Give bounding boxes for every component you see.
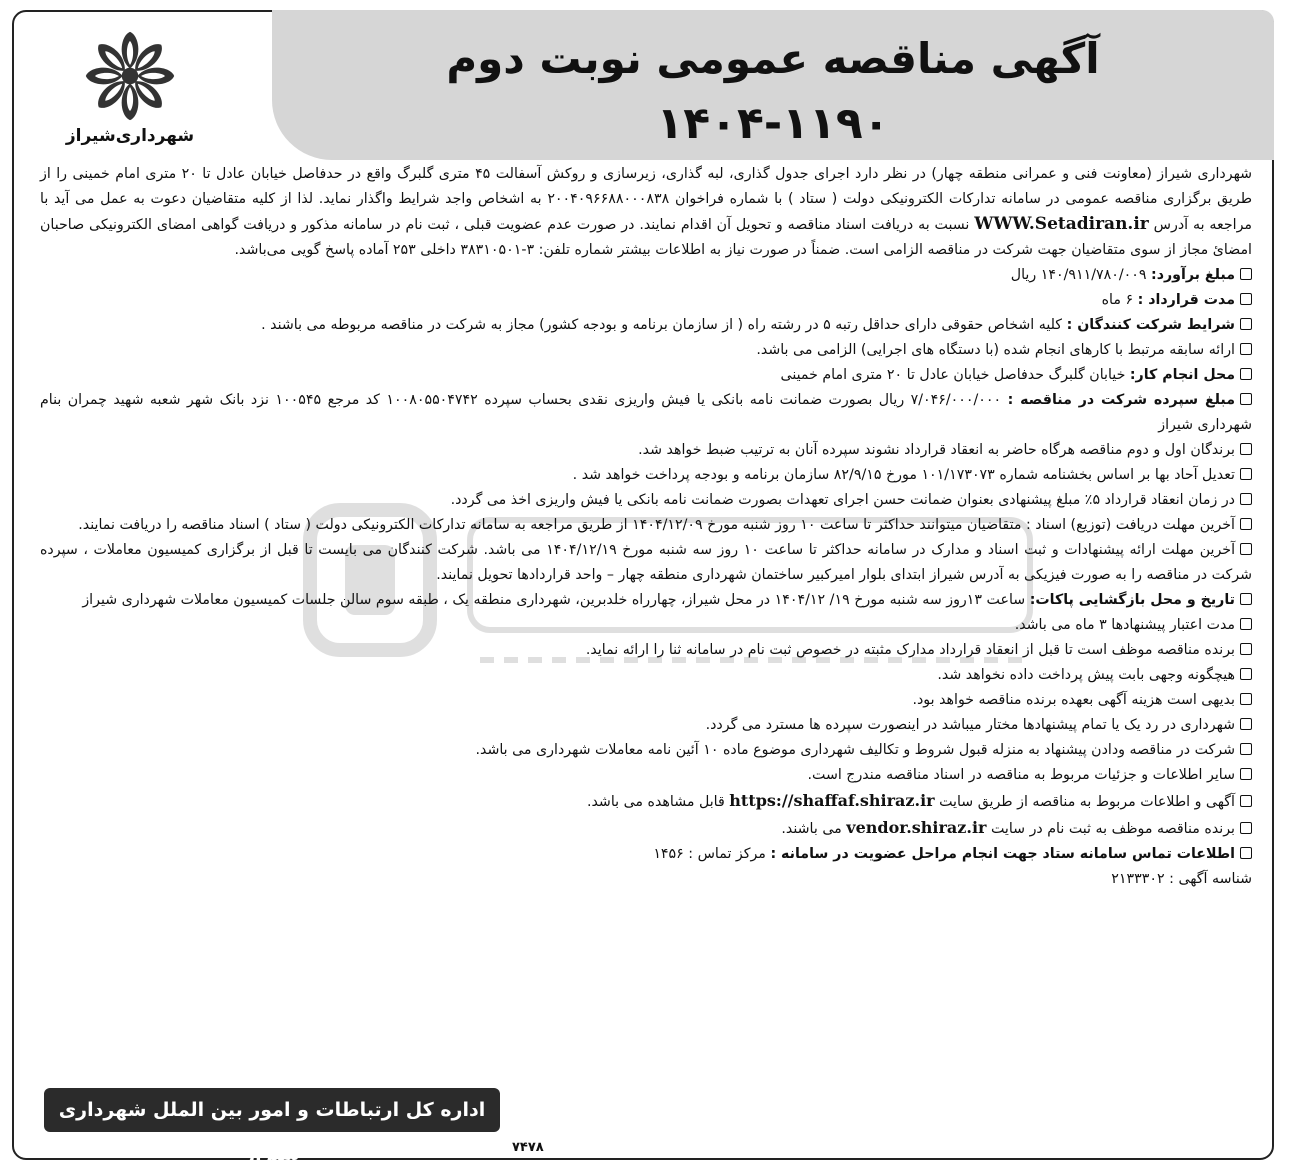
setadiran-link[interactable]: WWW.Setadiran.ir — [974, 214, 1149, 234]
reject-text: شهرداری در رد یک یا تمام پیشنهادها مختار میباشد در اینصورت سپرده ها مسترد می گردد. — [705, 717, 1235, 733]
checkbox-icon — [1240, 393, 1252, 405]
receive-deadline-item — [40, 513, 1252, 538]
shaffaf-link[interactable]: https://shaffaf.shiraz.ir — [729, 791, 935, 810]
checkbox-icon — [1240, 618, 1252, 630]
checkbox-icon — [1240, 468, 1252, 480]
prepay-text: هیچگونه وجهی بابت پیش پرداخت داده نخواهد شد. — [937, 667, 1235, 683]
validity-item — [40, 613, 1252, 638]
checkbox-icon — [1240, 518, 1252, 530]
conditions-label: شرایط شرکت کنندگان : — [1066, 317, 1235, 333]
location-label: محل انجام کار: — [1129, 367, 1235, 383]
page-number: ۷۴۷۸ — [512, 1140, 544, 1155]
checkbox-icon — [1240, 543, 1252, 555]
validity-text: مدت اعتبار پیشنهادها ۳ ماه می باشد. — [1014, 617, 1235, 633]
shaffaf-pre: آگهی و اطلاعات مربوط به مناقصه از طریق سایت — [939, 794, 1235, 810]
price-adjust-text: تعدیل آحاد بها بر اساس بخشنامه شماره ۱۰۱/۱۷۳۰۷۳ مورخ ۸۲/۹/۱۵ سازمان برنامه و بودجه پرداخت خواهد شد . — [572, 467, 1235, 483]
intro-text: شهرداری شیراز (معاونت فنی و عمرانی منطقه چهار) در نظر دارد اجرای جدول گذاری، لبه گذاری، زیرسازی و روکش آسفالت ۴۵ متری گلبرگ واقع در حدفاصل خیابان عادل تا ۲۰ متری امام خمینی را از طریق برگزاری مناقصه عمومی در سامانه تدارکات الکترونیکی دولت ( ستاد ) با شماره فراخوان ۲۰۰۴۰۹۶۶۸۸۰۰۰۸۳۸ به اشخاص واجد شرایط واگذار نماید. لذا از کلیه متقاضیان دعوت به عمل می آید با مراجعه به آدرس — [40, 166, 1253, 233]
vendor-post: می باشند. — [781, 821, 842, 837]
shaffaf-post: قابل مشاهده می باشد. — [586, 794, 725, 810]
notice-body — [40, 162, 1252, 892]
receive-deadline-text: آخرین مهلت دریافت (توزیع) اسناد : متقاضیان میتوانند حداکثر تا ساعت ۱۰ روز شنبه مورخ ۱۴۰۴/۱۲/۰۹ از طریق مراجعه به سامانه تدارکات الکترونیکی دولت ( ستاد ) اسناد مناقصه را دریافت نمایند. — [78, 517, 1235, 533]
winners-text: برندگان اول و دوم مناقصه هرگاه حاضر به انعقاد قرارداد نشوند سپرده آنان به ترتیب ضبط خواهد شد. — [638, 442, 1235, 458]
vendor-link[interactable]: vendor.shiraz.ir — [846, 818, 987, 837]
prepay-item — [40, 663, 1252, 688]
office-banner: اداره کل ارتباطات و امور بین الملل شهرداری شیراز — [44, 1088, 500, 1132]
other-info-item — [40, 763, 1252, 788]
deposit-label: مبلغ سپرده شرکت در مناقصه : — [1007, 392, 1235, 408]
flower-logo-icon — [84, 30, 176, 122]
notice-title: آگهی مناقصه عمومی نوبت دوم — [446, 34, 1100, 83]
checkbox-icon — [1240, 822, 1252, 834]
acceptance-item — [40, 738, 1252, 763]
vendor-item — [40, 815, 1252, 842]
submit-deadline-text: آخرین مهلت ارائه پیشنهادات و ثبت اسناد و مدارک در سامانه حداکثر تا ساعت ۱۰ روز سه شنبه مورخ ۱۴۰۴/۱۲/۱۹ می باشد. شرکت کنندگان می بایست تا قبل از برگزاری کمیسیون معاملات ، سپرده شرکت در مناقصه را به صورت فیزیکی به آدرس شیراز ابتدای بلوار امیرکبیر ساختمان شهرداری منطقه چهار – واحد قراردادها تحویل نمایند. — [40, 542, 1252, 583]
acceptance-text: شرکت در مناقصه ودادن پیشنهاد به منزله قبول شروط و تکالیف شهرداری موضوع ماده ۱۰ آئین نامه معاملات شهرداری می باشد. — [475, 742, 1235, 758]
checkbox-icon — [1240, 368, 1252, 380]
checkbox-icon — [1240, 768, 1252, 780]
shaffaf-item — [40, 788, 1252, 815]
guarantee-item — [40, 488, 1252, 513]
checkbox-icon — [1240, 743, 1252, 755]
checkbox-icon — [1240, 593, 1252, 605]
sana-text: برنده مناقصه موظف است تا قبل از انعقاد قرارداد مدارک مثبته در خصوص ثبت نام در سامانه ثنا را ارائه نماید. — [585, 642, 1235, 658]
title-banner — [272, 10, 1274, 160]
checkbox-icon — [1240, 493, 1252, 505]
estimate-label: مبلغ برآورد: — [1151, 267, 1235, 283]
sana-item — [40, 638, 1252, 663]
location-item — [40, 363, 1252, 388]
conditions-value: کلیه اشخاص حقوقی دارای حداقل رتبه ۵ در رشته راه ( از سازمان برنامه و بودجه کشور) مجاز به شرکت در مناقصه مربوطه می باشند . — [261, 317, 1063, 333]
opening-item — [40, 588, 1252, 613]
vendor-pre: برنده مناقصه موظف به ثبت نام در سایت — [990, 821, 1235, 837]
checkbox-icon — [1240, 268, 1252, 280]
record-item — [40, 338, 1252, 363]
intro-paragraph — [40, 162, 1252, 263]
checkbox-icon — [1240, 343, 1252, 355]
checkbox-icon — [1240, 293, 1252, 305]
checkbox-icon — [1240, 668, 1252, 680]
checkbox-icon — [1240, 443, 1252, 455]
submit-deadline-item — [40, 538, 1252, 588]
contact-value: مرکز تماس : ۱۴۵۶ — [653, 846, 766, 862]
checkbox-icon — [1240, 643, 1252, 655]
price-adjust-item — [40, 463, 1252, 488]
guarantee-text: در زمان انعقاد قرارداد ۵٪ مبلغ پیشنهادی بعنوان ضمانت حسن اجرای تعهدات بصورت ضمانت نامه بانکی یا فیش واریزی اخذ می گردد. — [450, 492, 1235, 508]
record-text: ارائه سابقه مرتبط با کارهای انجام شده (با دستگاه های اجرایی) الزامی می باشد. — [756, 342, 1235, 358]
checkbox-icon — [1240, 718, 1252, 730]
reject-item — [40, 713, 1252, 738]
estimate-item — [40, 263, 1252, 288]
ad-id: شناسه آگهی : ۲۱۳۳۳۰۲ — [1111, 871, 1252, 887]
estimate-value: ۱۴۰/۹۱۱/۷۸۰/۰۰۹ ریال — [1010, 267, 1147, 283]
opening-label: تاریخ و محل بازگشایی پاکات: — [1029, 592, 1235, 608]
location-value: خیابان گلبرگ حدفاصل خیابان عادل تا ۲۰ متری امام خمینی — [780, 367, 1126, 383]
deposit-item — [40, 388, 1252, 438]
contact-label: اطلاعات تماس سامانه ستاد جهت انجام مراحل عضویت در سامانه : — [770, 846, 1235, 862]
duration-label: مدت قرارداد : — [1137, 292, 1235, 308]
notice-number: ۱۴۰۴-۱۱۹۰ — [656, 98, 890, 149]
ad-cost-text: بدیهی است هزینه آگهی بعهده برنده مناقصه خواهد بود. — [912, 692, 1235, 708]
checkbox-icon — [1240, 693, 1252, 705]
opening-value: ساعت ۱۳روز سه شنبه مورخ ۱۹/ ۱۴۰۴/۱۲ در محل شیراز، چهارراه خلدبرین، شهرداری منطقه یک ، طبقه سوم سالن جلسات کمیسیون معاملات شهرداری شیراز — [82, 592, 1026, 608]
shiraz-municipality-logo — [60, 30, 200, 160]
ad-cost-item — [40, 688, 1252, 713]
other-info-text: سایر اطلاعات و جزئیات مربوط به مناقصه در اسناد مناقصه مندرج است. — [807, 767, 1235, 783]
intro-rest-text: نسبت به دریافت اسناد مناقصه و تحویل آن اقدام نمایند. در صورت عدم عضویت قبلی ، ثبت نام در سامانه مذکور و دریافت گواهی امضای الکترونیکی صاحبان امضائ مجاز از سوی متقاضیان جهت شرکت در مناقصه الزامی است. ضمناً در صورت نیاز به اطلاعات بیشتر شماره تلفن: ۳-۳۸۳۱۰۵۰۱ داخلی ۲۵۳ آماده پاسخ گویی می‌باشد. — [40, 217, 1252, 258]
checkbox-icon — [1240, 318, 1252, 330]
checkbox-icon — [1240, 847, 1252, 859]
deposit-value: ۷/۰۴۶/۰۰۰/۰۰۰ ریال بصورت ضمانت نامه بانکی یا فیش واریزی نقدی بحساب سپرده ۱۰۰۸۰۵۵۰۴۷۴۲ کد مرجع ۱۰۰۵۴۵ نزد بانک شهر شعبه شهید چمران بنام شهرداری شیراز — [40, 392, 1252, 433]
conditions-item — [40, 313, 1252, 338]
checkbox-icon — [1240, 795, 1252, 807]
duration-item — [40, 288, 1252, 313]
contact-item — [40, 842, 1252, 867]
duration-value: ۶ ماه — [1101, 292, 1134, 308]
winners-item — [40, 438, 1252, 463]
logo-caption: شهرداری‌شیراز — [65, 126, 195, 146]
